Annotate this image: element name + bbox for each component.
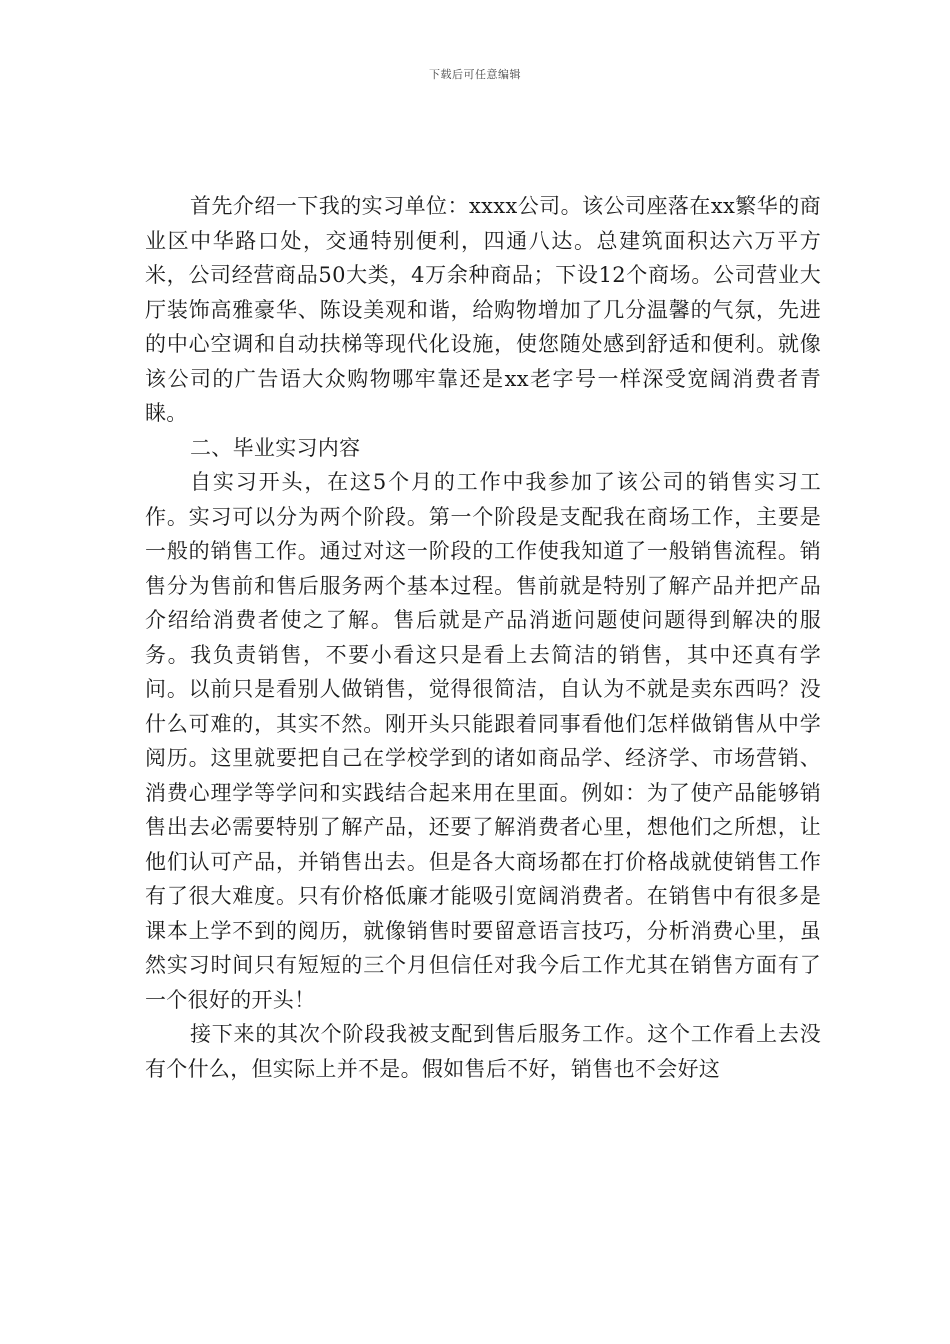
- section-heading-internship-content: 二、毕业实习内容: [190, 435, 361, 460]
- paragraph-company-intro: 首先介绍一下我的实习单位：xxxx公司。该公司座落在xx繁华的商业区中华路口处，交通特别便利，四通八达。总建筑面积达六万平方米，公司经营商品50大类，4万余种商品；下设12个商场。公司营业大厅装饰高雅豪华、陈设美观和谐，给购物增加了几分温馨的气氛，先进的中心空调和自动扶梯等现代化设施，使您随处感到舒适和便利。就像该公司的广告语大众购物哪牢靠还是xx老字号一样深受宽阔消费者青睐。: [145, 194, 821, 425]
- document-body: [145, 189, 821, 1086]
- page-header-caption: 下载后可任意编辑: [429, 68, 521, 81]
- paragraph-after-sales-stage: 接下来的其次个阶段我被支配到售后服务工作。这个工作看上去没有个什么，但实际上并不是。假如售后不好，销售也不会好这: [145, 1022, 821, 1081]
- paragraph-sales-stage: 自实习开头，在这5个月的工作中我参加了该公司的销售实习工作。实习可以分为两个阶段。第一个阶段是支配我在商场工作，主要是一般的销售工作。通过对这一阶段的工作使我知道了一般销售流程。销售分为售前和售后服务两个基本过程。售前就是特别了解产品并把产品介绍给消费者使之了解。售后就是产品消逝问题使问题得到解决的服务。我负责销售，不要小看这只是看上去简洁的销售，其中还真有学问。以前只是看别人做销售，觉得很简洁，自认为不就是卖东西吗？没什么可难的，其实不然。刚开头只能跟着同事看他们怎样做销售从中学阅历。这里就要把自己在学校学到的诸如商品学、经济学、市场营销、消费心理学等学问和实践结合起来用在里面。例如：为了使产品能够销售出去必需要特别了解产品，还要了解消费者心里，想他们之所想，让他们认可产品，并销售出去。但是各大商场都在打价格战就使销售工作有了很大难度。只有价格低廉才能吸引宽阔消费者。在销售中有很多是课本上学不到的阅历，就像销售时要留意语言技巧，分析消费心里，虽然实习时间只有短短的三个月但信任对我今后工作尤其在销售方面有了一个很好的开头！: [145, 470, 821, 1012]
